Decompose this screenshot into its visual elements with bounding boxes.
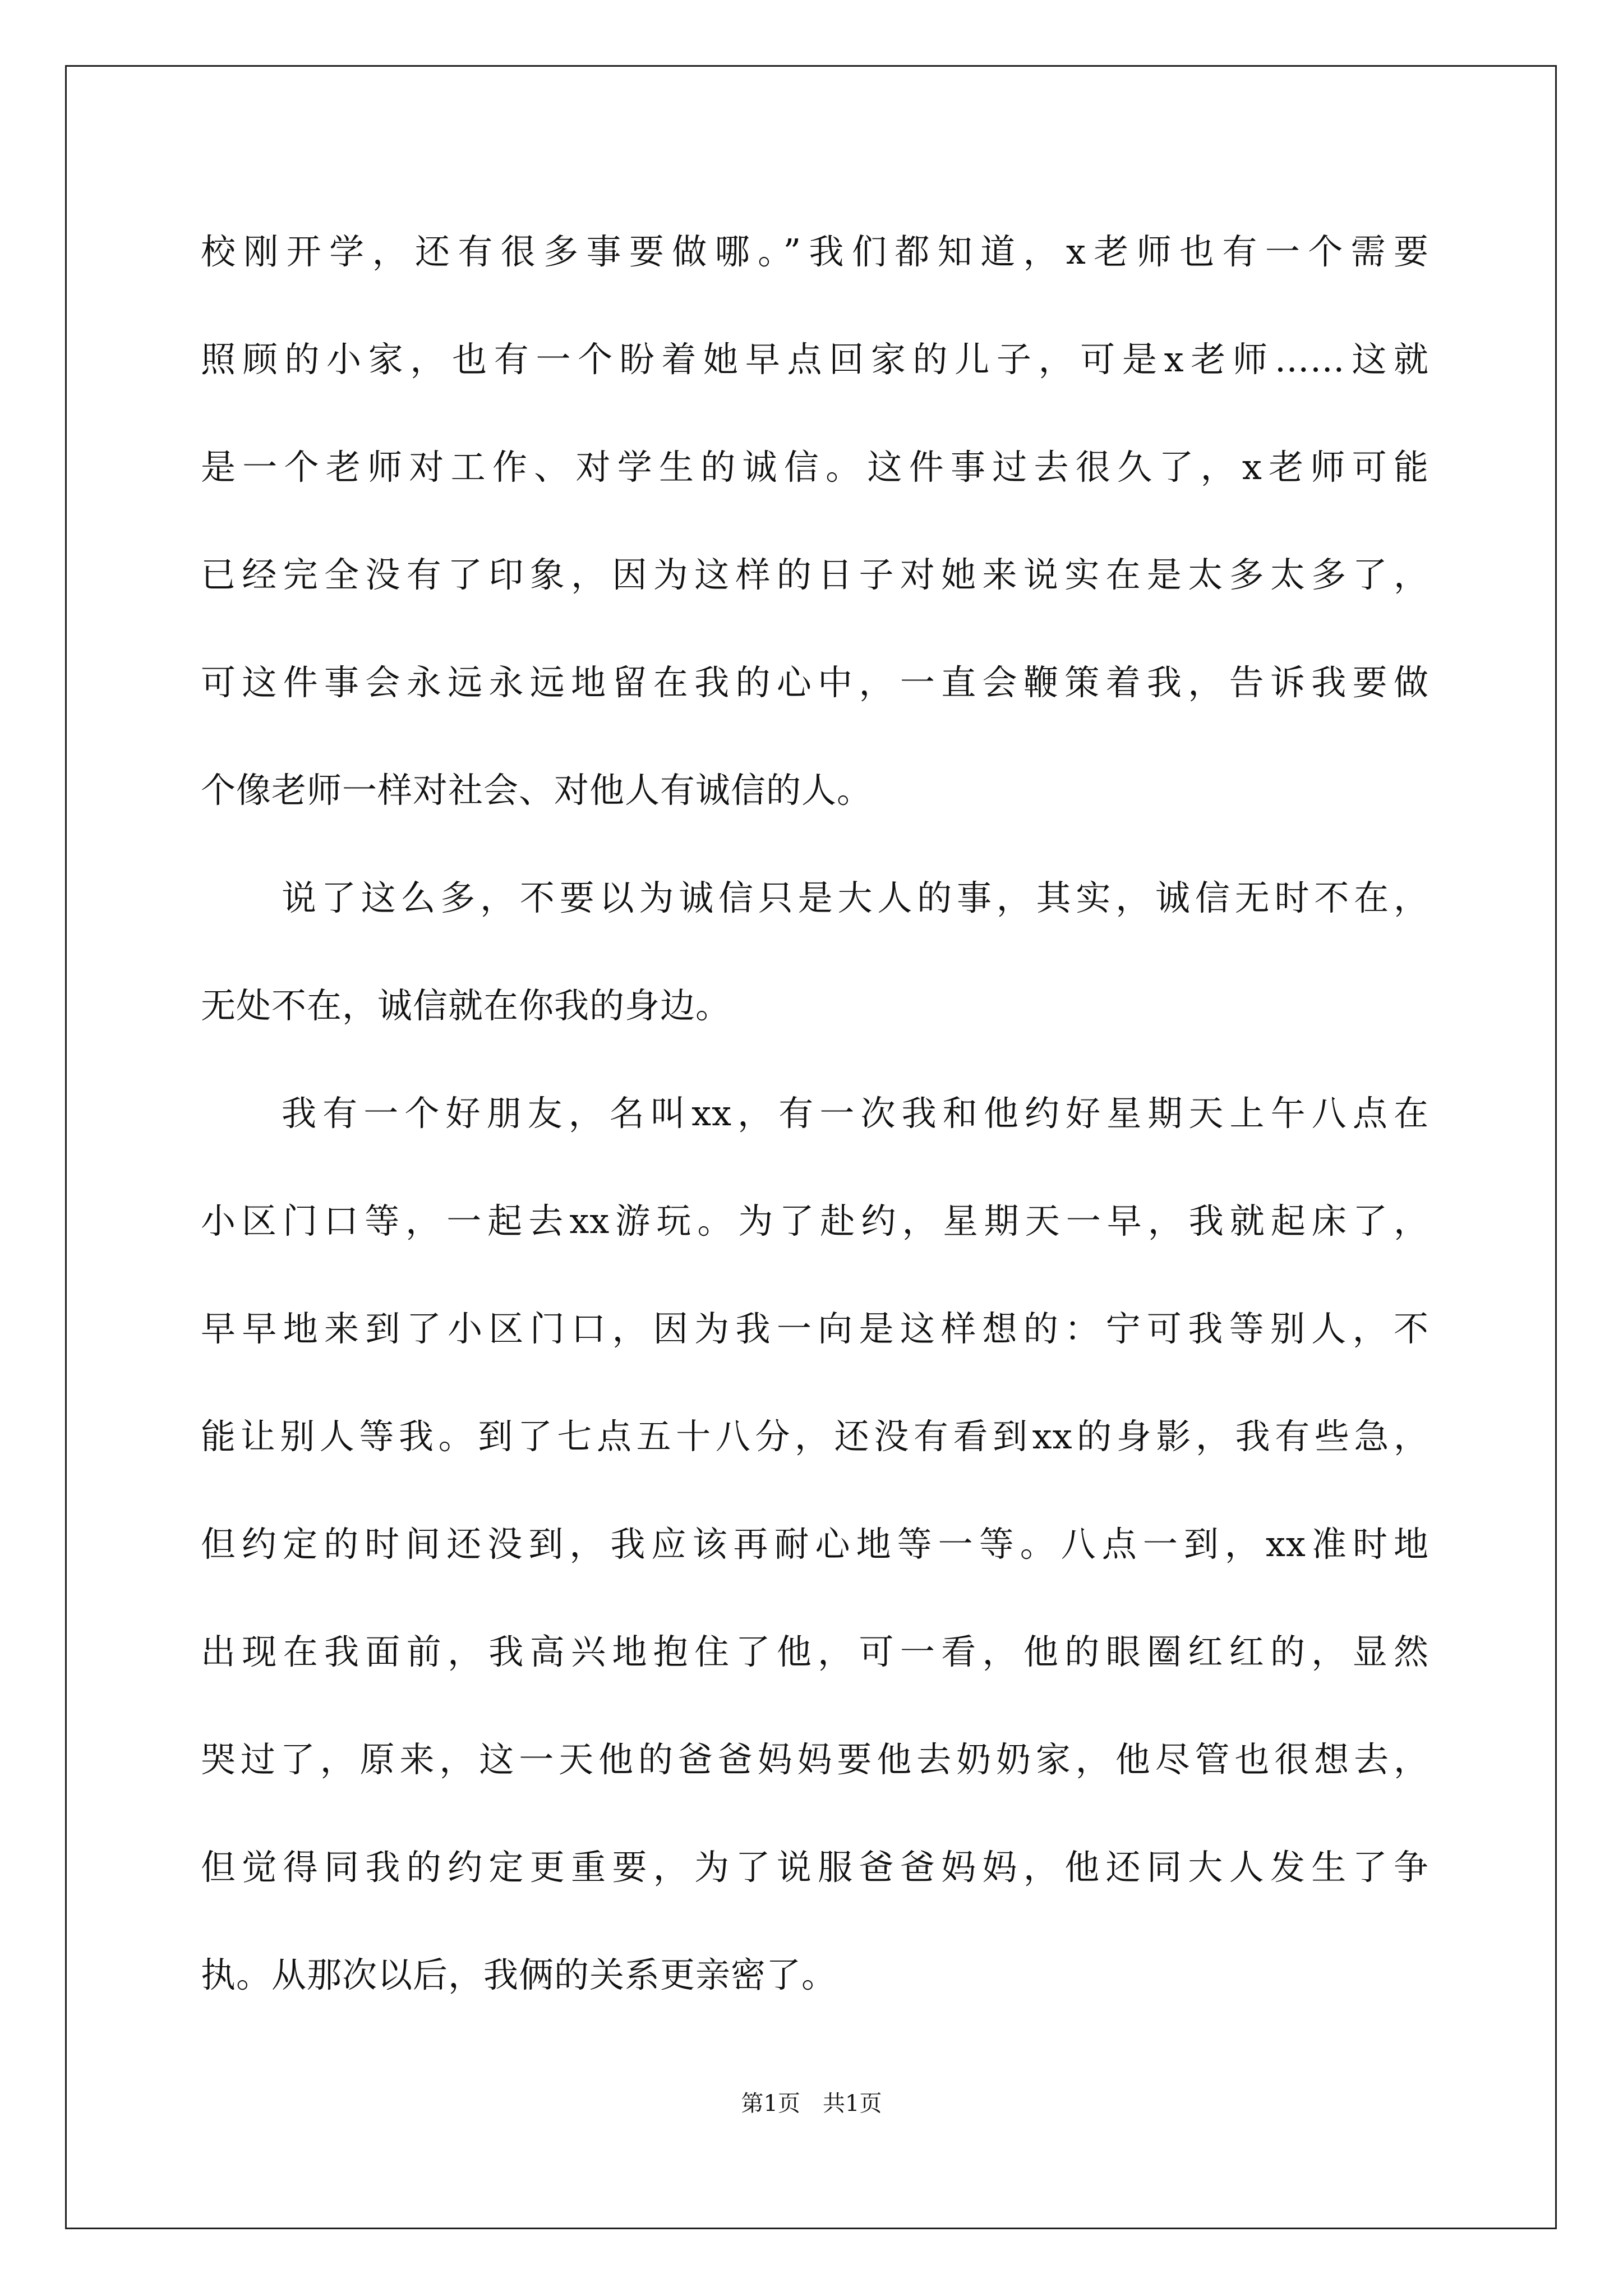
text-line: 可这件事会永远永远地留在我的心中，一直会鞭策着我，告诉我要做 xyxy=(201,662,1429,703)
text-line: 执。从那次以后，我俩的关系更亲密了。 xyxy=(201,1954,837,1995)
text-line: 是一个老师对工作、对学生的诚信。这件事过去很久了，x老师可能 xyxy=(201,447,1429,487)
text-line: 个像老师一样对社会、对他人有诚信的人。 xyxy=(201,770,873,811)
text-line: 无处不在，诚信就在你我的身边。 xyxy=(201,985,731,1026)
text-line: 哭过了，原来，这一天他的爸爸妈妈要他去奶奶家，他尽管也很想去， xyxy=(201,1739,1429,1780)
text-line: 小区门口等，一起去xx游玩。为了赴约，星期天一早，我就起床了， xyxy=(201,1200,1429,1241)
text-line: 校刚开学，还有很多事要做哪。”我们都知道，x老师也有一个需要 xyxy=(201,231,1429,272)
text-line: 早早地来到了小区门口，因为我一向是这样想的：宁可我等别人，不 xyxy=(201,1308,1429,1349)
text-line: 已经完全没有了印象，因为这样的日子对她来说实在是太多太多了， xyxy=(201,554,1429,595)
text-line: 出现在我面前，我高兴地抱住了他，可一看，他的眼圈红红的，显然 xyxy=(201,1631,1429,1672)
paragraph-first-line: 说了这么多，不要以为诚信只是大人的事，其实，诚信无时不在， xyxy=(282,877,1429,918)
paragraph-first-line: 我有一个好朋友，名叫xx，有一次我和他约好星期天上午八点在 xyxy=(282,1093,1429,1134)
text-line: 但约定的时间还没到，我应该再耐心地等一等。八点一到，xx准时地 xyxy=(201,1524,1429,1565)
page-border xyxy=(65,65,1557,2229)
text-line: 但觉得同我的约定更重要，为了说服爸爸妈妈，他还同大人发生了争 xyxy=(201,1847,1429,1888)
page-number-footer: 第1页 共1页 xyxy=(741,2091,882,2116)
text-line: 照顾的小家，也有一个盼着她早点回家的儿子，可是x老师……这就 xyxy=(201,339,1429,380)
text-line: 能让别人等我。到了七点五十八分，还没有看到xx的身影，我有些急， xyxy=(201,1416,1429,1457)
